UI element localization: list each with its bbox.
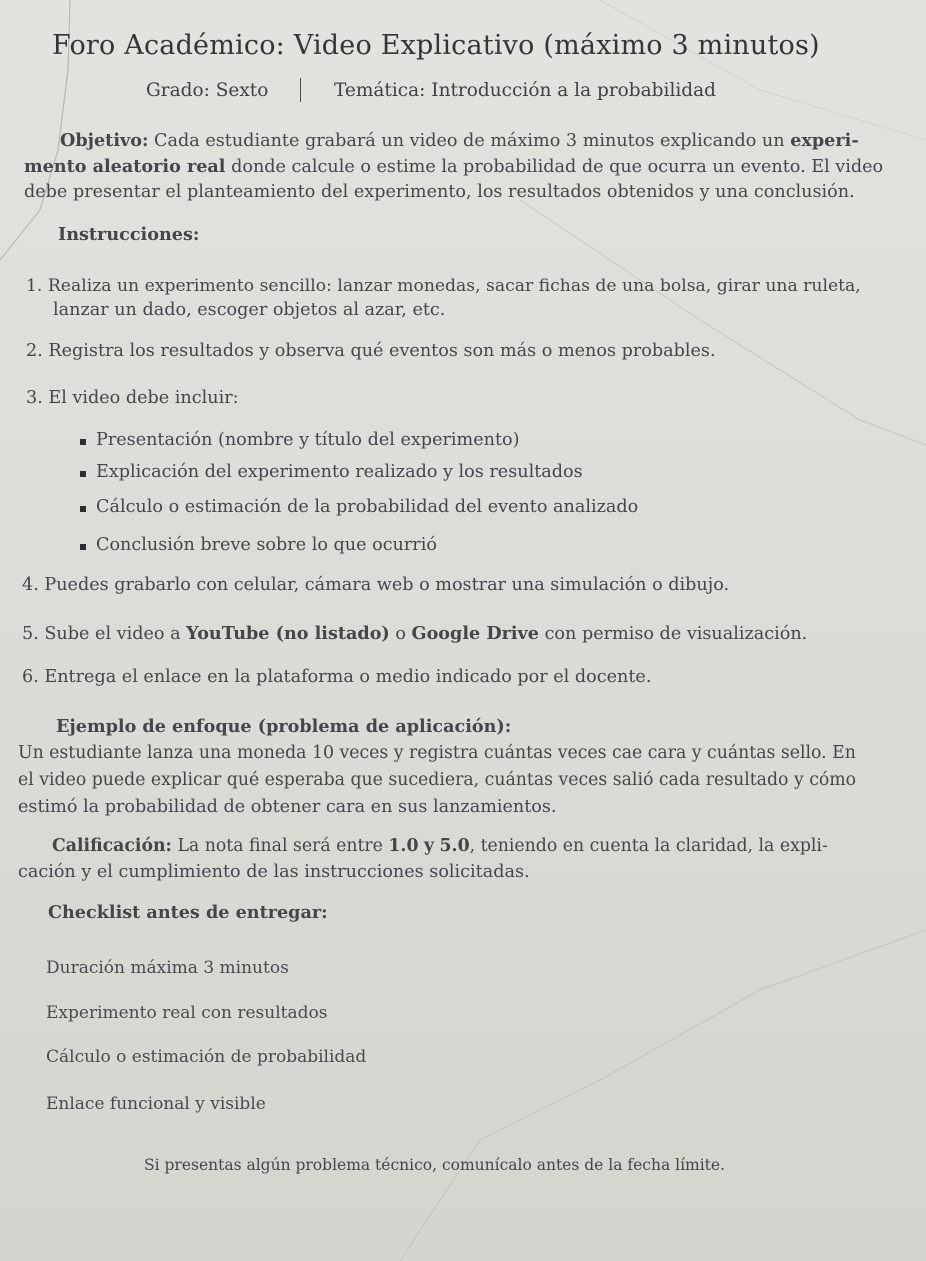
youtube-label: YouTube (no listado) [186, 623, 390, 644]
instruction-1-line-1: 1. Realiza un experimento sencillo: lanzar monedas, sacar fichas de una bolsa, girar una ruleta, [26, 276, 861, 296]
checklist-item-2: Experimento real con resultados [46, 1003, 328, 1023]
page-title: Foro Académico: Video Explicativo (máximo 3 minutos) [52, 30, 820, 61]
google-drive-label: Google Drive [411, 623, 539, 644]
bullet-marker [80, 471, 86, 477]
objective-line-3: debe presentar el planteamiento del experimento, los resultados obtenidos y una conclusión. [24, 182, 855, 202]
instruction-1-line-2: lanzar un dado, escoger objetos al azar, etc. [53, 300, 446, 320]
grading-line-1: Calificación: La nota final será entre 1.0 y 5.0, teniendo en cuenta la claridad, la expli- [52, 836, 828, 856]
instruction-4: 4. Puedes grabarlo con celular, cámara web o mostrar una simulación o dibujo. [22, 575, 730, 595]
footer-note: Si presentas algún problema técnico, comunícalo antes de la fecha límite. [144, 1156, 726, 1174]
checklist-item-3: Cálculo o estimación de probabilidad [46, 1047, 367, 1067]
bullet-item-1: Presentación (nombre y título del experimento) [96, 430, 520, 450]
objective-line-1: Objetivo: Cada estudiante grabará un video de máximo 3 minutos explicando un experi- [60, 130, 859, 151]
checklist-item-4: Enlace funcional y visible [46, 1094, 266, 1114]
bullet-item-2: Explicación del experimento realizado y los resultados [96, 462, 583, 482]
topic-label: Temática: Introducción a la probabilidad [334, 80, 716, 101]
example-heading: Ejemplo de enfoque (problema de aplicación): [56, 716, 512, 737]
instruction-6: 6. Entrega el enlace en la plataforma o medio indicado por el docente. [22, 667, 652, 687]
instructions-heading: Instrucciones: [58, 224, 200, 245]
bullet-marker [80, 544, 86, 550]
grade-label: Grado: Sexto [146, 80, 269, 101]
header-divider [300, 78, 301, 102]
bullet-item-3: Cálculo o estimación de la probabilidad del evento analizado [96, 497, 639, 517]
bullet-marker [80, 506, 86, 512]
instruction-3: 3. El video debe incluir: [26, 388, 239, 408]
example-line-2: el video puede explicar qué esperaba que sucediera, cuántas veces salió cada resultado y cómo [18, 770, 857, 790]
instruction-5: 5. Sube el video a YouTube (no listado) o Google Drive con permiso de visualización. [22, 623, 808, 644]
checklist-item-1: Duración máxima 3 minutos [46, 958, 289, 978]
example-line-3: estimó la probabilidad de obtener cara en sus lanzamientos. [18, 797, 557, 817]
grading-label: Calificación: [52, 836, 172, 856]
bullet-marker [80, 439, 86, 445]
bullet-item-4: Conclusión breve sobre lo que ocurrió [96, 535, 437, 555]
objective-line-2: mento aleatorio real donde calcule o estime la probabilidad de que ocurra un evento. El video [24, 156, 884, 177]
objective-label: Objetivo: [60, 130, 149, 151]
example-line-1: Un estudiante lanza una moneda 10 veces y registra cuántas veces cae cara y cuántas sello. En [18, 743, 856, 763]
checklist-heading: Checklist antes de entregar: [48, 902, 328, 923]
instruction-2: 2. Registra los resultados y observa qué eventos son más o menos probables. [26, 341, 716, 361]
grading-line-2: cación y el cumplimiento de las instrucciones solicitadas. [18, 862, 530, 882]
